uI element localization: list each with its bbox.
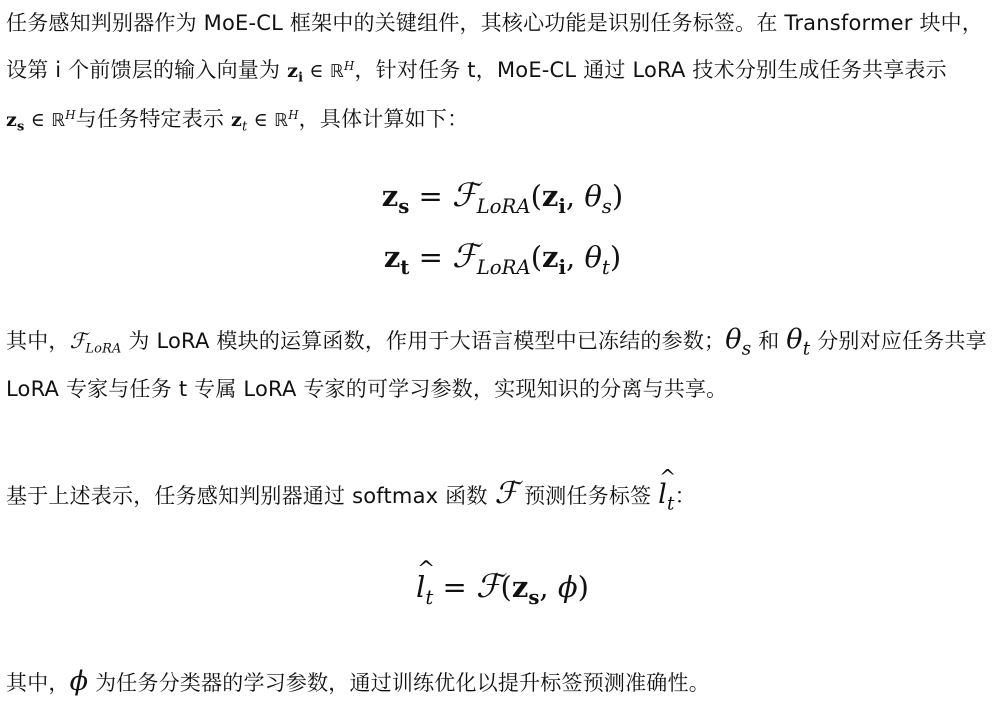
equation-zs: $z_s$ = $ℱ_{LoRA}(z_i$, $\theta_s$): [381, 176, 624, 218]
paragraph-softmax: [6, 470, 999, 520]
equation-zt: $z_t$ = $ℱ_{LoRA}(z_i$, $\theta_t$): [383, 237, 622, 279]
phi-text-1: 其中，: [6, 671, 70, 695]
math-zs-in-RH: $z_s$ ∈ ℝ$^H$: [6, 107, 76, 135]
intro-text-4: ，具体计算如下：: [298, 107, 469, 131]
equation-label-prediction: ^ $l_t$ = $ℱ(z_s$, ϕ): [0, 566, 1005, 607]
paragraph-phi: [6, 658, 999, 707]
math-theta-t: $\theta_t$: [786, 324, 811, 360]
softmax-text-1: 基于上述表示，任务感知判别器通过 softmax 函数: [6, 484, 495, 508]
explanation-text-3: 和: [751, 329, 787, 353]
math-zi-in-RH: $z_i$ ∈ ℝ$^H$: [287, 58, 355, 86]
explanation-text-1: 其中，: [6, 329, 70, 353]
math-phi: ϕ: [69, 666, 89, 697]
intro-text-2: ，针对任务 t，MoE-CL 通过 LoRA 技术分别生成任务共享表示: [354, 58, 947, 82]
softmax-text-2: 预测任务标签: [517, 484, 659, 508]
math-F-lora: ℱ$_{LoRA}$: [69, 329, 122, 357]
paragraph-intro: [6, 0, 999, 145]
math-theta-s: $\theta_s$: [725, 324, 752, 360]
intro-text-3: 与任务特定表示: [75, 107, 232, 131]
math-l-hat-t: ^ $l_t$: [658, 479, 674, 510]
intro-text-1: 任务感知判别器作为 MoE-CL 框架中的关键组件，其核心功能是识别任务标签。在 Transformer 块中，设第 i 个前馈层的输入向量为: [6, 11, 984, 82]
math-zt-in-RH: $z_t$ ∈ ℝ$^H$: [231, 107, 299, 135]
paragraph-lora-explanation: [6, 316, 999, 413]
softmax-text-3: ：: [674, 484, 696, 508]
explanation-text-4: 分别对应任务共享 LoRA 专家与任务 t 专属 LoRA 专家的可学习参数，实现知识的分离与共享。: [6, 329, 987, 401]
math-F-softmax: ℱ: [494, 476, 518, 511]
explanation-text-2: 为 LoRA 模块的运算函数，作用于大语言模型中已冻结的参数；: [121, 329, 726, 353]
phi-text-2: 为任务分类器的学习参数，通过训练优化以提升标签预测准确性。: [88, 671, 710, 695]
